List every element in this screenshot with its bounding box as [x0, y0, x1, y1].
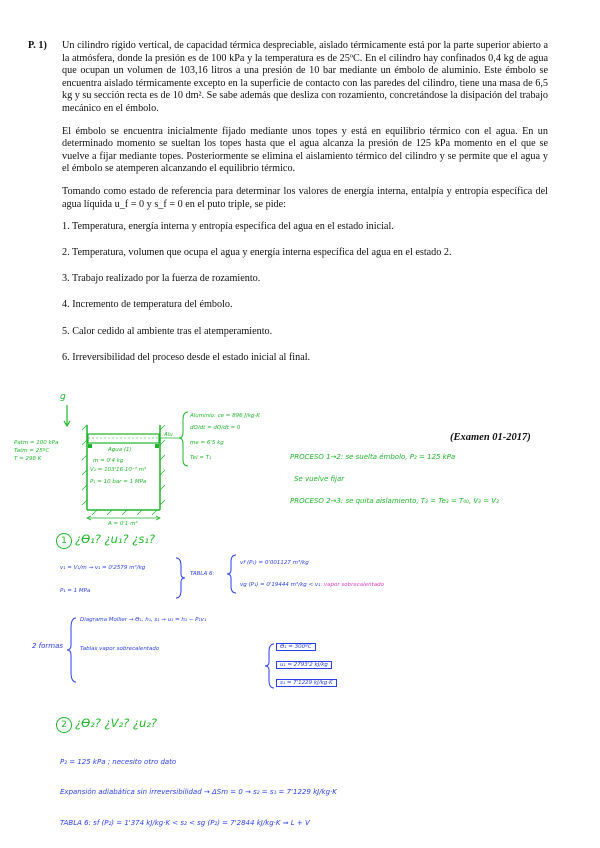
paragraph-3: Tomando como estado de referencia para determinar los valores de energía interna, entalpía y entropía específica del agua líquida u_f = 0 y s_f = 0 en el puto triple, se pide:: [62, 185, 548, 210]
expansion-line: Expansión adiabática sin irreversibilidad → ΔSm = 0 → s₂ = s₁ = 7'1229 kJ/kg·K: [60, 788, 337, 796]
way-mollier: Diagrama Mollier → ϴ₁, h₁, s₁ → u₁ = h₁ − P₁v₁: [80, 617, 207, 623]
atm-temp-note: Tatm = 25ºC: [14, 448, 50, 454]
water-label: Agua (1): [108, 447, 132, 453]
q2-number-circle: 2: [56, 717, 72, 733]
table6-label: TABLA 6:: [190, 571, 215, 577]
superheated-note: : vapor sobrecalentado: [320, 582, 384, 588]
q2-heading-text: ¿ϴ₂? ¿V₂? ¿u₂?: [75, 716, 157, 730]
gravity-label: g: [60, 392, 66, 402]
piston-label: Alu: [164, 432, 173, 438]
volume-label: V₁ = 103'16·10⁻³ m³: [90, 467, 147, 473]
q2-heading: [56, 716, 157, 733]
table6-vg: [240, 582, 384, 588]
result-entropy: [276, 680, 337, 686]
pressure-label: P₁ = 10 bar = 1 MPa: [90, 479, 147, 485]
result-energy: [276, 662, 332, 668]
atm-kelvin-note: T = 298 K: [14, 456, 42, 462]
piston-prop-aluminio: Aluminio: ce = 896 J/kg·K: [190, 413, 260, 419]
table6-vg-value: vg (P₁) = 0'19444 m³/kg < v₁: [240, 582, 321, 588]
question-item: 6. Irreversibilidad del proceso desde el estado inicial al final.: [62, 351, 311, 363]
problem-label: P. 1): [28, 40, 47, 51]
p1-line: P₁ = 1 MPa: [60, 588, 91, 594]
q1-heading: [56, 532, 155, 549]
v1-line: v₁ = V₁/m → v₁ = 0'2579 m³/kg: [60, 565, 146, 571]
result-energy-box: u₁ = 2793'2 kJ/kg: [276, 661, 332, 669]
question-item: 3. Trabajo realizado por la fuerza de rozamiento.: [62, 273, 261, 285]
q1-heading-text: ¿ϴ₁? ¿u₁? ¿s₁?: [75, 532, 156, 546]
piston-prop-temp: Tei = T₁: [190, 455, 212, 461]
paragraph-2: El émbolo se encuentra inicialmente fijado mediante unos topes y está en equilibrio térmico con el agua. En un determinado momento se sueltan los topes hasta que el agua alcanza la presión de 125 kPa momento en el que se vuelve a fijar mediante topes. Posteriormente se elimina el aislamiento térmico del cilindro y se permite que el agua y el émbolo se atemperen alcanzando el equilibrio térmico.: [62, 125, 548, 175]
result-entropy-box: s₁ = 7'1229 kJ/kg·K: [276, 679, 337, 687]
intro-paragraph: Un cilindro rígido vertical, de capacidad térmica despreciable, aislado térmicamente está por la parte superior abierto a la atmósfera, donde la presión es de 100 kPa y la temperatura es de 25ºC. En el cilindro hay confinados 0,4 kg de agua que ocupan un volumen de 103,16 litros a una presión de 10 bar mediante un émbolo de aluminio. Este émbolo se encuentra aislado térmicamente excepto en la superficie de contacto con las paredes del cilindro, tiene una masa de 6,5 kg y su sección recta es de 10 dm². Se sabe además que desliza con rozamiento, concretándose la disipación del trabajo mecánico en el émbolo.: [62, 40, 548, 114]
question-item: 4. Incremento de temperatura del émbolo.: [62, 299, 233, 311]
refix-note: Se vuelve fijar: [294, 475, 345, 483]
mass-label: m = 0'4 kg: [93, 458, 124, 464]
way-tables: Tablas vapor sobrecalentado: [80, 646, 160, 652]
question-item: 1. Temperatura, energía interna y entropía específica del agua en el estado inicial.: [62, 221, 394, 233]
p2-line: P₂ = 125 kPa ; necesito otro dato: [60, 758, 177, 766]
piston-prop-heat: dQ/dt = dQ/dt = 0: [190, 425, 241, 431]
atm-pressure-note: Patm = 100 kPa: [14, 440, 59, 446]
table6-vf: vf (P₁) = 0'001127 m³/kg: [240, 560, 309, 566]
question-item: 2. Temperatura, volumen que ocupa el agua y energía interna específica del agua en el estado 2.: [62, 247, 452, 259]
piston-prop-mass: me = 6'5 kg: [190, 440, 224, 446]
result-temperature: [276, 644, 316, 650]
process-2-3-note: PROCESO 2→3: se quita aislamiento, T₃ = Te₃ = T₀₀, V₃ = V₂: [290, 497, 499, 505]
q1-number-circle: 1: [56, 533, 72, 549]
process-1-2-note: PROCESO 1→2: se suelta émbolo, P₂ = 125 kPa: [290, 453, 456, 461]
problem-statement: [28, 40, 548, 378]
table6-entropy-line: TABLA 6: sf (P₂) = 1'374 kJ/kg·K < s₂ < sg (P₂) = 7'2844 kJ/kg·K ⇒ L + V: [60, 819, 310, 827]
area-label: A = 0'1 m²: [108, 521, 138, 527]
ways-label: 2 formas: [32, 642, 64, 650]
result-temperature-box: ϴ₁ = 300ºC: [276, 643, 316, 651]
exam-reference: (Examen 01-2017): [450, 432, 531, 443]
question-list: [28, 221, 548, 364]
question-item: 5. Calor cedido al ambiente tras el atemperamiento.: [62, 325, 273, 337]
